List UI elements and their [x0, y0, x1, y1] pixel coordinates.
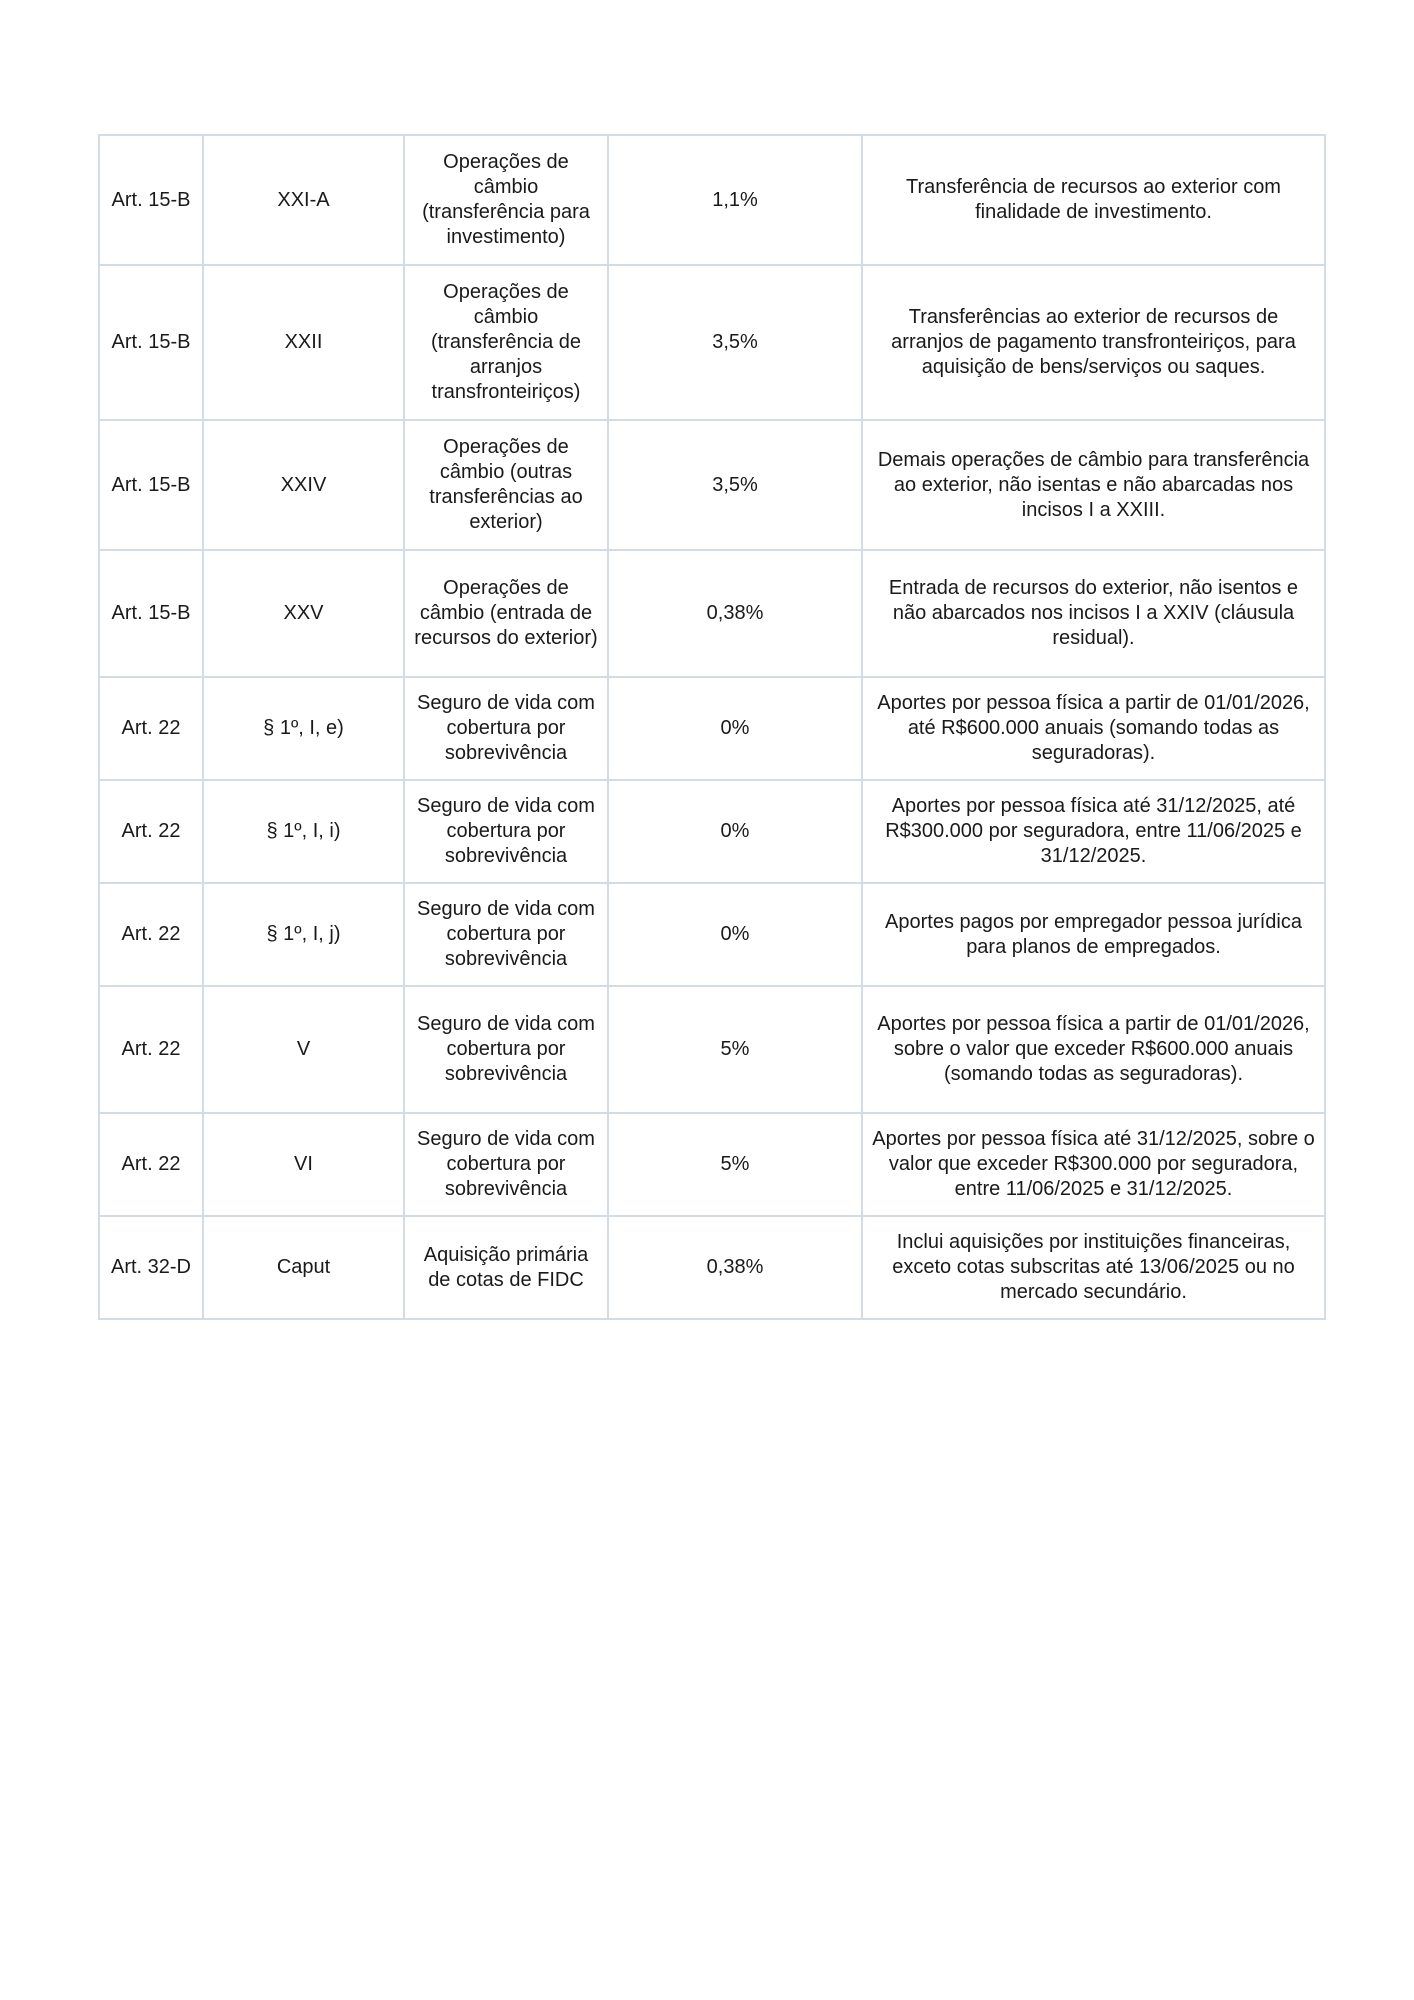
cell-operation: Operações de câmbio (transferência de arranjos transfronteiriços): [404, 265, 608, 420]
cell-article: Art. 15-B: [99, 265, 203, 420]
cell-operation: Operações de câmbio (outras transferências ao exterior): [404, 420, 608, 550]
cell-rate: 0%: [608, 883, 862, 986]
cell-description: Entrada de recursos do exterior, não isentos e não abarcados nos incisos I a XXIV (cláusula residual).: [862, 550, 1325, 677]
cell-operation: Seguro de vida com cobertura por sobrevivência: [404, 780, 608, 883]
cell-article: Art. 22: [99, 883, 203, 986]
table-row: [99, 1113, 1325, 1216]
cell-description: Transferências ao exterior de recursos de arranjos de pagamento transfronteiriços, para aquisição de bens/serviços ou saques.: [862, 265, 1325, 420]
cell-rate: 0,38%: [608, 1216, 862, 1319]
cell-article: Art. 15-B: [99, 135, 203, 265]
cell-inciso: § 1º, I, j): [203, 883, 404, 986]
cell-rate: 5%: [608, 1113, 862, 1216]
cell-inciso: VI: [203, 1113, 404, 1216]
cell-rate: 0%: [608, 780, 862, 883]
cell-article: Art. 15-B: [99, 550, 203, 677]
table-row: [99, 780, 1325, 883]
cell-operation: Operações de câmbio (entrada de recursos do exterior): [404, 550, 608, 677]
cell-article: Art. 22: [99, 1113, 203, 1216]
cell-operation: Seguro de vida com cobertura por sobrevivência: [404, 883, 608, 986]
cell-description: Aportes por pessoa física a partir de 01/01/2026, sobre o valor que exceder R$600.000 anuais (somando todas as seguradoras).: [862, 986, 1325, 1113]
cell-operation: Operações de câmbio (transferência para investimento): [404, 135, 608, 265]
cell-article: Art. 22: [99, 677, 203, 780]
cell-inciso: § 1º, I, i): [203, 780, 404, 883]
cell-inciso: XXI-A: [203, 135, 404, 265]
cell-article: Art. 15-B: [99, 420, 203, 550]
cell-article: Art. 22: [99, 986, 203, 1113]
cell-operation: Seguro de vida com cobertura por sobrevivência: [404, 1113, 608, 1216]
table-row: [99, 265, 1325, 420]
cell-description: Demais operações de câmbio para transferência ao exterior, não isentas e não abarcadas nos incisos I a XXIII.: [862, 420, 1325, 550]
table-row: [99, 420, 1325, 550]
cell-description: Transferência de recursos ao exterior com finalidade de investimento.: [862, 135, 1325, 265]
cell-inciso: V: [203, 986, 404, 1113]
cell-article: Art. 22: [99, 780, 203, 883]
cell-operation: Seguro de vida com cobertura por sobrevivência: [404, 986, 608, 1113]
cell-rate: 0%: [608, 677, 862, 780]
table-row: [99, 550, 1325, 677]
tax-rate-table: [98, 134, 1326, 1320]
cell-rate: 3,5%: [608, 265, 862, 420]
table-row: [99, 883, 1325, 986]
cell-operation: Seguro de vida com cobertura por sobrevivência: [404, 677, 608, 780]
cell-inciso: XXIV: [203, 420, 404, 550]
table-row: [99, 135, 1325, 265]
cell-description: Inclui aquisições por instituições financeiras, exceto cotas subscritas até 13/06/2025 ou no mercado secundário.: [862, 1216, 1325, 1319]
cell-inciso: XXII: [203, 265, 404, 420]
cell-rate: 3,5%: [608, 420, 862, 550]
cell-rate: 5%: [608, 986, 862, 1113]
cell-description: Aportes pagos por empregador pessoa jurídica para planos de empregados.: [862, 883, 1325, 986]
cell-rate: 1,1%: [608, 135, 862, 265]
cell-inciso: XXV: [203, 550, 404, 677]
cell-inciso: § 1º, I, e): [203, 677, 404, 780]
cell-description: Aportes por pessoa física a partir de 01/01/2026, até R$600.000 anuais (somando todas as seguradoras).: [862, 677, 1325, 780]
cell-rate: 0,38%: [608, 550, 862, 677]
cell-operation: Aquisição primária de cotas de FIDC: [404, 1216, 608, 1319]
cell-description: Aportes por pessoa física até 31/12/2025, sobre o valor que exceder R$300.000 por seguradora, entre 11/06/2025 e 31/12/2025.: [862, 1113, 1325, 1216]
cell-article: Art. 32-D: [99, 1216, 203, 1319]
cell-description: Aportes por pessoa física até 31/12/2025, até R$300.000 por seguradora, entre 11/06/2025 e 31/12/2025.: [862, 780, 1325, 883]
cell-inciso: Caput: [203, 1216, 404, 1319]
table-row: [99, 986, 1325, 1113]
table-row: [99, 1216, 1325, 1319]
table-row: [99, 677, 1325, 780]
